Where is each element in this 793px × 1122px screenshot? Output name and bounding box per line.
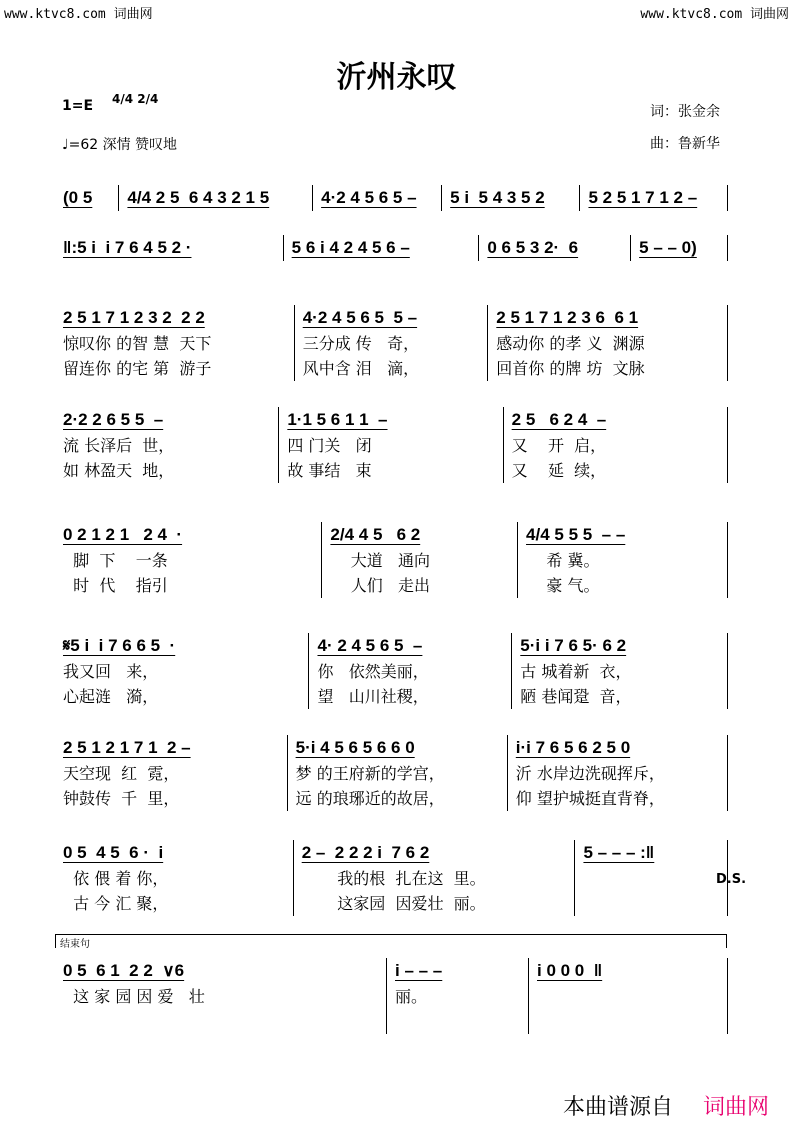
lyric-verse-2: 时 代 指引 xyxy=(63,576,168,595)
measure xyxy=(321,522,517,598)
ending-label: 结束句 xyxy=(60,939,90,950)
measure xyxy=(507,735,728,811)
measure xyxy=(441,185,579,211)
score-system xyxy=(55,633,728,709)
lyric-verse-1: 我的根 扎在这 里。 xyxy=(301,869,486,888)
song-title: 沂州永叹 xyxy=(336,60,457,95)
measure xyxy=(278,407,502,483)
measure xyxy=(293,840,575,916)
lyric-verse-1: 依 偎 着 你， xyxy=(63,869,169,888)
footer-brand: 词曲网 xyxy=(703,1095,770,1120)
measure xyxy=(55,235,283,261)
lyric-verse-1: 丽。 xyxy=(395,987,428,1006)
measure-notes: 5 6 i 4 2 4 5 6 – xyxy=(291,238,410,257)
lyric-verse-2: 回首你 的牌 坊 文脉 xyxy=(496,359,645,378)
measure xyxy=(386,958,528,1034)
lyric-verse-2: 钟鼓传 千 里， xyxy=(63,789,180,808)
ending-bracket xyxy=(55,934,727,948)
lyric-verse-1: 流 长泽后 世， xyxy=(63,436,175,455)
lyricist: 词：张金余 xyxy=(650,104,720,120)
measure-notes: 2 5 1 7 1 2 3 2 2 2 xyxy=(63,308,205,327)
measure-notes: 5 2 5 1 7 1 2 – xyxy=(588,188,698,207)
measure-notes: 2·2 2 6 5 5 – xyxy=(63,410,164,429)
lyric-verse-1: 梦 的王府新的学宫， xyxy=(295,764,445,783)
measure-notes: 𝄋5 i i 7 6 6 5 · xyxy=(63,636,176,655)
measure xyxy=(55,633,308,709)
lyric-verse-1: 我又回 来， xyxy=(63,662,159,681)
measure xyxy=(487,305,728,381)
lyric-verse-1: 惊叹你 的智 慧 天下 xyxy=(63,334,212,353)
footer-source: 本曲谱源自 xyxy=(563,1095,674,1120)
measure xyxy=(478,235,630,261)
measure-notes: 4/4 2 5 6 4 3 2 1 5 xyxy=(127,188,270,207)
score-system xyxy=(55,522,728,598)
measure-notes: 0 2 1 2 1 2 4 · xyxy=(63,525,183,544)
measure xyxy=(55,407,278,483)
measure-notes: 4·2 4 5 6 5 – xyxy=(321,188,417,207)
lyric-verse-1: 四 门关 闭 xyxy=(287,436,372,455)
lyric-verse-1: 天空现 红 霓， xyxy=(63,764,180,783)
measure-notes: 5·i i 7 6 5· 6 2 xyxy=(520,636,627,655)
measure-notes: 4/4 5 5 5 – – xyxy=(526,525,626,544)
measure-notes: i – – – xyxy=(395,961,443,980)
lyric-verse-2 xyxy=(63,1009,386,1034)
measure-notes: 5 – – – :‖ xyxy=(583,843,655,862)
measure-notes: i·i 7 6 5 6 2 5 0 xyxy=(515,738,631,757)
lyric-verse-1: 脚 下 一条 xyxy=(63,551,168,570)
measure xyxy=(528,958,728,1034)
measure xyxy=(55,185,118,211)
lyric-verse-2: 如 林盈天 地， xyxy=(63,461,175,480)
lyric-verse-2: 故 事结 束 xyxy=(287,461,372,480)
time-signature: 4/4 2/4 xyxy=(112,92,159,106)
lyric-verse-1: 希 冀。 xyxy=(526,551,600,570)
measure-notes: 2 5 1 7 1 2 3 6 6 1 xyxy=(496,308,639,327)
lyric-verse-1: 古 城着新 衣， xyxy=(520,662,632,681)
measure xyxy=(294,305,488,381)
lyric-verse-1: 又 开 启， xyxy=(511,436,607,455)
lyric-verse-2 xyxy=(395,1009,528,1034)
measure xyxy=(118,185,312,211)
lyric-verse-2: 风中含 泪 滴， xyxy=(302,359,420,378)
lyric-verse-2: 望 山川社稷， xyxy=(317,687,429,706)
lyric-verse-2: 又 延 续， xyxy=(511,461,607,480)
lyric-verse-1: 三分成 传 奇， xyxy=(302,334,420,353)
measure-notes: 2 5 6 2 4 – xyxy=(511,410,607,429)
measure-notes: 1·1 5 6 1 1 – xyxy=(287,410,388,429)
measure xyxy=(574,840,728,916)
lyric-verse-1: 感动你 的孝 义 渊源 xyxy=(496,334,645,353)
measure-notes: 5 – – 0) xyxy=(639,238,697,257)
lyric-verse-2: 心起涟 漪， xyxy=(63,687,159,706)
measure-notes: 0 5 4 5 6 · i xyxy=(63,843,164,862)
measure-notes: 0 5 6 1 2 2 ∨6 xyxy=(63,961,185,980)
lyric-verse-2: 豪 气。 xyxy=(526,576,600,595)
score-system xyxy=(55,305,728,381)
ds-marker: D.S. xyxy=(716,872,747,887)
measure-notes: ‖:5 i i 7 6 4 5 2 · xyxy=(63,238,192,257)
measure-notes: 2 5 1 2 1 7 1 2 – xyxy=(63,738,191,757)
lyric-verse-2: 这家园 因爱壮 丽。 xyxy=(301,894,486,913)
measure-notes: 4·2 4 5 6 5 5 – xyxy=(302,308,418,327)
score-system xyxy=(55,840,728,916)
lyric-verse-1: 大道 通向 xyxy=(330,551,431,570)
measure xyxy=(55,522,321,598)
key-signature: 1=E xyxy=(62,98,94,114)
measure xyxy=(312,185,441,211)
measure-notes: (0 5 xyxy=(63,188,93,207)
lyric-verse-1: 这 家 园 因 爱 壮 xyxy=(63,987,205,1006)
measure-notes: 5 i 5 4 3 5 2 xyxy=(450,188,545,207)
measure xyxy=(287,735,507,811)
tempo: ♩=62 深情 赞叹地 xyxy=(62,137,178,153)
lyric-verse-2: 陋 巷闻跫 音， xyxy=(520,687,632,706)
measure-notes: 4· 2 4 5 6 5 – xyxy=(317,636,423,655)
measure xyxy=(308,633,511,709)
lyric-verse-2: 人们 走出 xyxy=(330,576,431,595)
measure xyxy=(579,185,728,211)
lyric-verse-1: 沂 水岸边洗砚挥斥， xyxy=(515,764,665,783)
measure-notes: 0 6 5 3 2· 6 xyxy=(487,238,579,257)
watermark-right: www.ktvc8.com 词曲网 xyxy=(640,7,789,22)
measure xyxy=(55,305,294,381)
measure xyxy=(55,958,386,1034)
lyric-verse-1: 你 依然美丽， xyxy=(317,662,429,681)
score-system xyxy=(55,958,728,1034)
score-system xyxy=(55,185,728,211)
score-system xyxy=(55,735,728,811)
measure-notes: i 0 0 0 ‖ xyxy=(537,961,603,980)
measure-notes: 5·i 4 5 6 5 6 6 0 xyxy=(295,738,415,757)
measure-notes: 2 – 2 2 2 i 7 6 2 xyxy=(301,843,430,862)
lyric-verse-2: 留连你 的宅 第 游子 xyxy=(63,359,212,378)
measure xyxy=(511,633,728,709)
watermark-left: www.ktvc8.com 词曲网 xyxy=(4,7,153,22)
lyric-verse-2: 古 今 汇 聚， xyxy=(63,894,169,913)
score-system xyxy=(55,235,728,261)
score-system xyxy=(55,407,728,483)
measure xyxy=(283,235,479,261)
measure xyxy=(503,407,728,483)
measure-notes: 2/4 4 5 6 2 xyxy=(330,525,421,544)
composer: 曲：鲁新华 xyxy=(650,136,720,152)
measure xyxy=(517,522,728,598)
measure xyxy=(55,840,293,916)
measure xyxy=(55,735,287,811)
lyric-verse-2: 仰 望护城挺直背脊， xyxy=(515,789,665,808)
lyric-verse-2: 远 的琅琊近的故居， xyxy=(295,789,445,808)
measure xyxy=(630,235,728,261)
